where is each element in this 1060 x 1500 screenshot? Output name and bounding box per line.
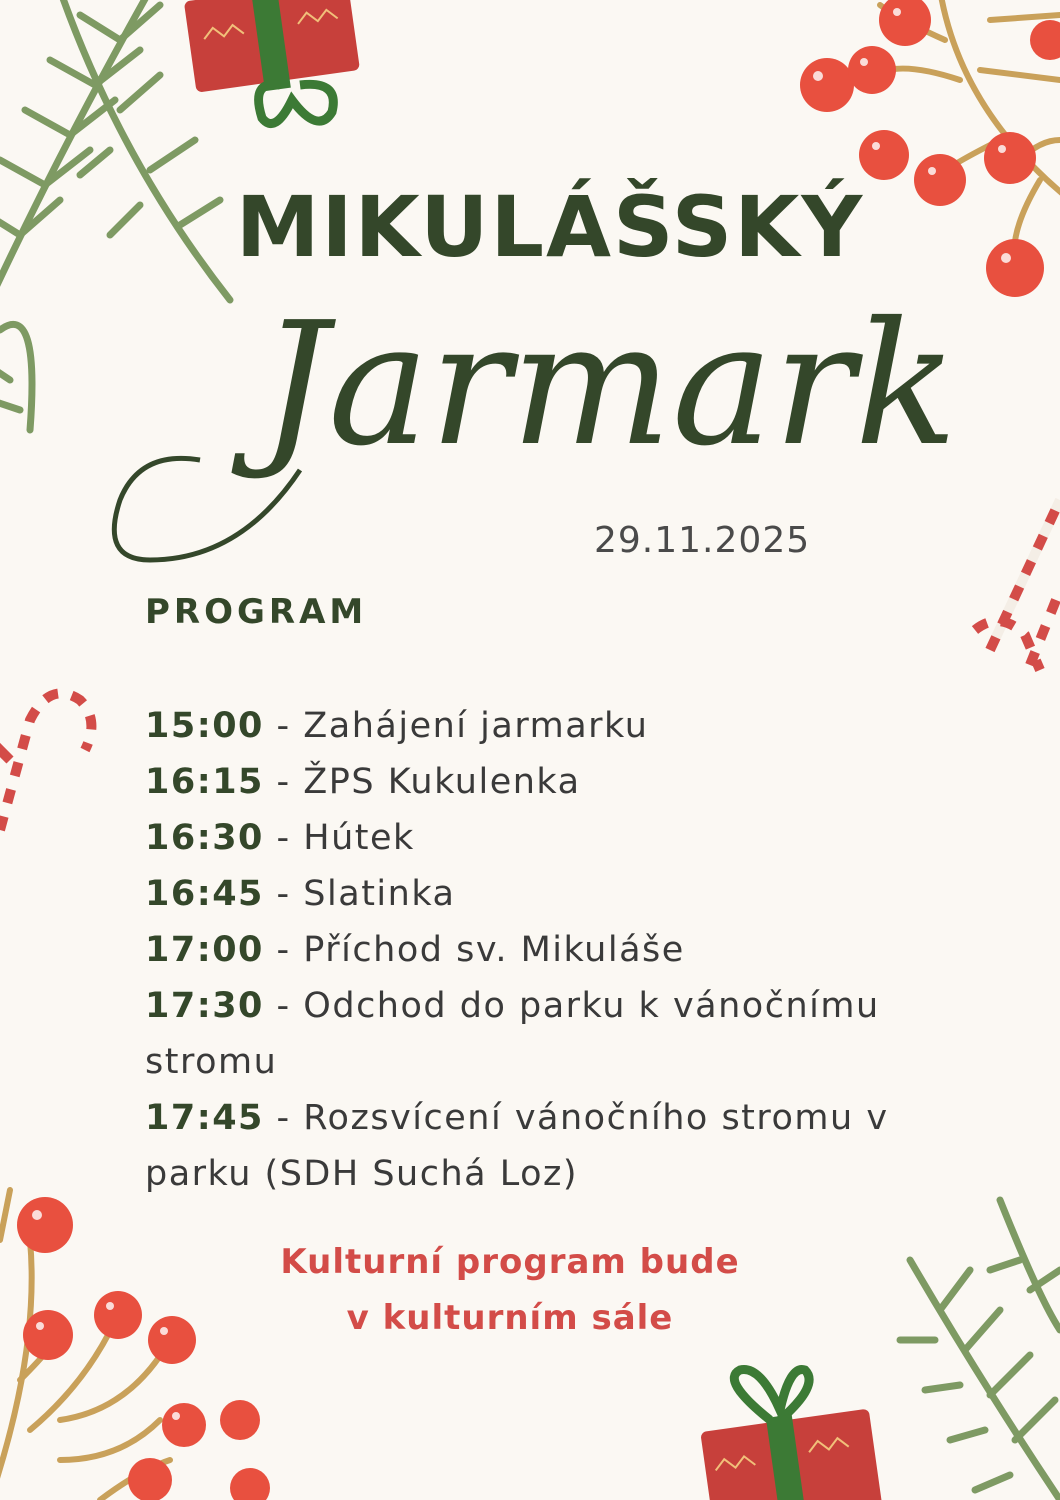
schedule-time: 16:30 xyxy=(145,818,264,858)
schedule-item xyxy=(145,754,945,810)
schedule-item xyxy=(145,866,945,922)
note-line: Kulturní program bude xyxy=(280,1242,740,1282)
schedule-text: - ŽPS Kukulenka xyxy=(263,762,581,802)
schedule-item xyxy=(145,810,945,866)
schedule-time: 17:45 xyxy=(145,1098,264,1138)
schedule-text: - Odchod do parku k vánočnímu stromu xyxy=(145,986,880,1082)
title-mikulassky: MIKULÁŠSKÝ xyxy=(235,178,865,276)
schedule-time: 17:30 xyxy=(145,986,264,1026)
schedule-text: - Příchod sv. Mikuláše xyxy=(263,930,685,970)
schedule-time: 17:00 xyxy=(145,930,264,970)
candy-cane-icon xyxy=(975,500,1060,670)
cultural-program-note xyxy=(0,1234,1020,1346)
schedule-text: - Rozsvícení vánočního stromu v parku (SDH Suchá Loz) xyxy=(145,1098,889,1194)
schedule-item xyxy=(145,1090,945,1202)
schedule-item xyxy=(145,978,945,1090)
title-jarmark: Jarmark xyxy=(260,286,958,484)
note-line: v kulturním sále xyxy=(346,1298,674,1338)
schedule-time: 16:15 xyxy=(145,762,264,802)
schedule-text: - Slatinka xyxy=(263,874,456,914)
schedule-time: 15:00 xyxy=(145,706,264,746)
program-heading: PROGRAM xyxy=(145,592,368,632)
event-date: 29.11.2025 xyxy=(594,520,811,561)
gift-box-icon xyxy=(700,1370,882,1500)
schedule-list xyxy=(145,698,945,1202)
schedule-time: 16:45 xyxy=(145,874,264,914)
schedule-text: - Hútek xyxy=(263,818,415,858)
schedule-item xyxy=(145,698,945,754)
candy-cane-icon xyxy=(0,693,91,830)
gift-box-icon xyxy=(184,0,360,124)
schedule-text: - Zahájení jarmarku xyxy=(263,706,649,746)
schedule-item xyxy=(145,922,945,978)
